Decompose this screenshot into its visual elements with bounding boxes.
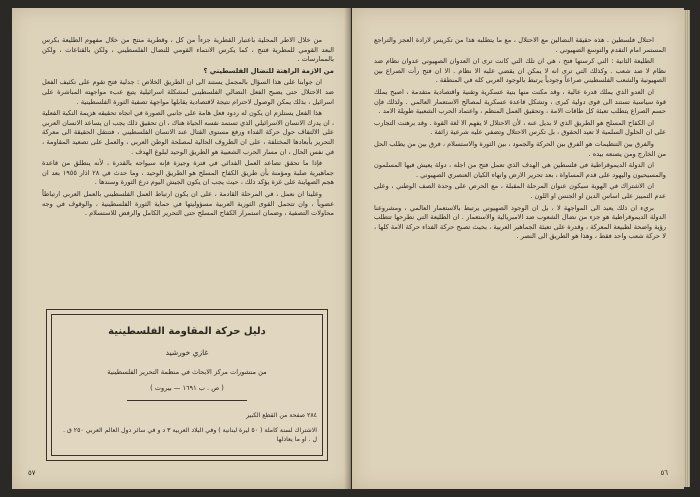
ad-details: ٢٨٤ صفحة من القطع الكبير — [246, 412, 317, 419]
paragraph: هذا الفعل يستلزم ان يكون له ردود فعل هامة على جانبي الصورة في اتجاه تحقيقه هزيمة النكبة الفعلية ، ان يدرك الانسان الاسرائيلي الذي تستمد نفسه الحياة هناك ، ان تحقيق ذلك يجب ان يساعد الانسان العربي على الالتفاف حول حركة الفداء ورفع مستوى القتال عند الانسان الفلسطيني ، فتنتقل الحقيقة الى معركة التحرير بأبعادها المختلفة ، على ان الظروف الحالية لمصلحة الوطن العربي ، والعمل على تصعيد المقاومة ، في نفس الحال ، ان مسار الحرب الشعبية هو الطريق الوحيد لبلوغ الهدف . — [42, 109, 334, 156]
paragraph: وعلينا ان نعمل ، في المرحلة القادمة ، على ان يكون ارتباط العمل الفلسطيني بالعمل العربي ارتباطاً عضوياً ، وان تتحمل القوى الثورية العربية مسؤوليتها في حماية الثورة الفلسطينية ، والوقوف في وجه محاولات التصفية ، وضمان استمرار الكفاح المسلح حتى التحرير الكامل والرفض للاستسلام . — [42, 189, 334, 218]
paragraph: ان جوابنا على هذا السؤال بالمجمل يستند الى ان الطريق الخلاص : جدلية فتح تقوم على تكثيف الفعل ضد الاحتلال حتى يصبح الفعل النضالي الفلسطيني لمشكلة اسرائيلية يتبع عبء مواجهته المباشرة على اسرائيل ، بذلك يمكن الوصول لاحترام نتيجة لاقتصادية يقابلها مواجهة تصفية الثورة الفلسطينية . — [42, 78, 334, 106]
ad-divider — [127, 400, 247, 401]
page-number: ٥٦ — [660, 469, 668, 477]
ad-price: الاشتراك لسنة كاملة ( ٥٠ ليرة لبنانية ) وفي البلاد العربية ٣ د و في سائر دول العالم العربي ٢٥٠ ق . ل . او ما يعادلها — [63, 427, 317, 443]
book-advertisement — [46, 309, 328, 461]
paragraph: من خلال الاطر المحلية باعتبار القطرية جزءاً من كل ، وقطرية منتج من خلال مفهوم الطليعة بكرس البعد القومي للمطرية فتنج ، كما يكرس الانتماء القومي للنضال الفلسطيني ، ولكن بالقناعات ، ولكن بالممارسات . — [42, 36, 334, 64]
paragraph: بريء ان ذلك يعبد الى المواجهة لا ، بل ان الوجود الصهيوني يرتبط بالاستعمار العالمي ، ومشروعنا الدولة الديموقراطية هو جزء من نضال الشعوب ضد الامبريالية والاستعمار . ان الطليعة التي نطرحها تتطلب رؤية واضحة لطبيعة المعركة ، وقدرة على تعبئة الجماهير العربية ، بحيث تصبح حركة الفداء حركة الامة كلها ، لا حركة شعب واحد فقط ، وهذا هو الطريق الى النصر . — [374, 203, 666, 241]
ad-title: دليل حركة المقاومة الفلسطينية — [108, 326, 266, 337]
paragraph: فإذا ما تحقق تصاعد العمل الفدائي في فترة وجيزة فإنه سيواجه بالقدرة ، لأنه ينطلق من قاعدة جماهيرية صلبة ومؤمنة بأن طريق الكفاح المسلح هو الطريق الوحيد ، وما حدث في ٢٨ اذار ١٩٥٥ بعد ان هجم الصهاينة على غزة يؤكد ذلك ، حيث يجب ان يكون الجيش اليوم درع الثورة وسندها . — [42, 159, 335, 187]
page-edges — [684, 10, 690, 487]
paragraph: ان الكفاح المسلح هو الطريق الذي لا بديل عنه ، لأن الاحتلال لا يفهم الا لغة القوة . وقد برهنت التجارب على ان الحلول السلمية لا تعيد الحقوق ، بل تكرس الاحتلال وتضفي عليه شرعية زائفة . — [374, 118, 666, 137]
ad-publisher: من منشورات مركز الابحاث في منظمة التحرير الفلسطينية — [107, 368, 267, 376]
ad-edition: ( ص . ب ١٦٩١ — بيروت ) — [150, 384, 224, 392]
paragraph: والفرق بين التنظيمات هو الفرق بين الحركة والجمود ، بين الثورة والاستسلام ، فرق بين من يطلب الحل من الخارج ومن يصنعه بيده . — [374, 139, 666, 158]
page-number: ٥٧ — [28, 469, 36, 477]
ad-author: غازي خورشيد — [165, 348, 209, 357]
section-question: من الازمة الراهنة للنضال الفلسطيني ؟ — [203, 66, 334, 75]
paragraph: الطليعة الثانية : التي كرستها فتح ، هي ان تلك التي كانت ترى ان العدوان الصهيوني عدوان نظام ضد نظام لا ضد شعب . وكذلك التي ترى انه لا يمكن ان يقضي عليه الا نظام . الا ان فتح رأت الصراع بين الصهيونية والشعب الفلسطيني صراعاً وجودياً يرتبط بالوجود العربي كله في المنطقة . — [374, 57, 666, 85]
right-page — [352, 8, 684, 489]
paragraph: ان العدو الذي يملك قدرة عالية ، وقد مكنت منها بنية عسكرية وتقنية واقتصادية متقدمة ، اصبح يملك قوة سياسية تستند الى قوى دولية كبرى ، وتشكل قاعدة عسكرية لمصالح الاستعمار العالمي . ولذلك فإن حسم الصراع يتطلب تعبئة كل طاقات الامة ، وتحقيق العمل المنظم ، واعتماد الحرب الشعبية طويلة الامد . — [374, 87, 666, 116]
left-page-text — [42, 36, 334, 221]
paragraph: ان الاشتراك في الهوية سيكون عنوان المرحلة المقبلة ، مع الحرص على وحدة الصف الوطني ، وعلى عدم التمييز على اساس الدين او الجنس او اللون . — [374, 182, 666, 200]
paragraph: احتلال فلسطين . هذه حقيقة النضالين مع الاحتلال ، مع ما يتطلبه هذا من تكريس لارادة العجز والتراجع المستمر امام التقدم والتوسع الصهيوني . — [374, 36, 666, 54]
paragraph: ان الدولة الديموقراطية في فلسطين هي الهدف الذي تعمل فتح من اجله ، دولة يعيش فيها المسلمون والمسيحيون واليهود على قدم المساواة ، بعد تحرير الارض وانهاء الكيان العنصري الصهيوني . — [374, 161, 666, 179]
left-page — [12, 8, 351, 489]
right-page-text — [374, 36, 666, 244]
